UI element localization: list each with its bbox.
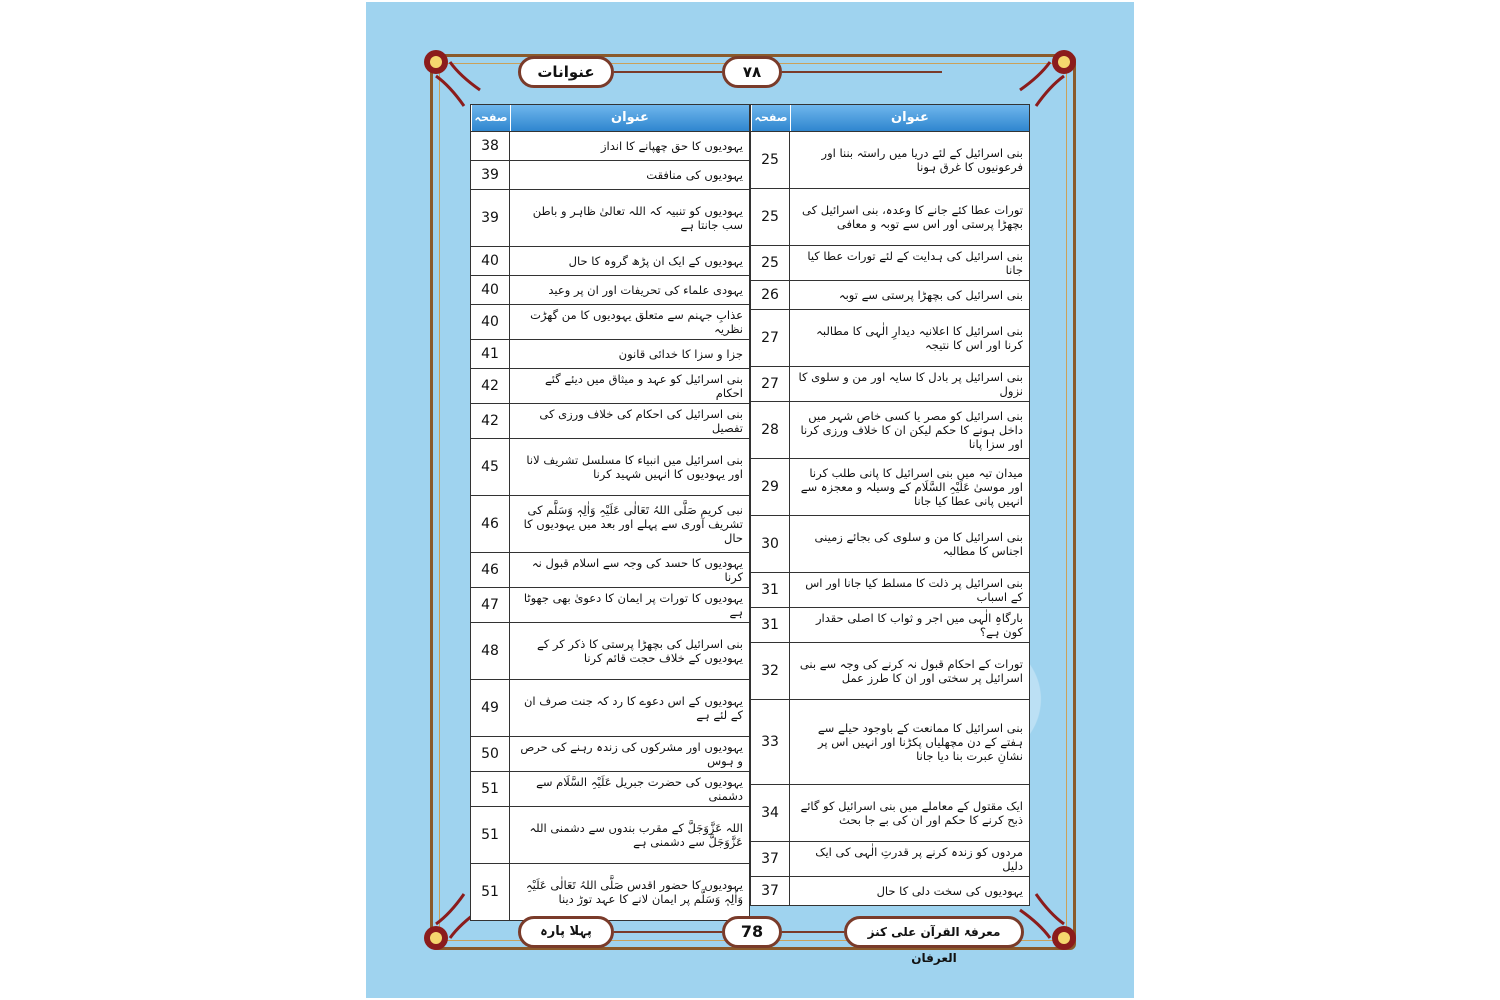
- table-row: [751, 245, 1029, 280]
- table-row: [471, 189, 749, 246]
- table-row: [471, 368, 749, 403]
- table-row: [751, 188, 1029, 245]
- topic-cell: یہودیوں کا حق چھپانے کا انداز: [600, 139, 743, 153]
- topic-cell: یہودیوں کا حسد کی وجہ سے اسلام قبول نہ کرنا: [531, 556, 743, 584]
- topic-cell: عذابِ جہنم سے متعلق یہودیوں کا من گھڑت نظریہ: [530, 308, 743, 336]
- header-page-number: ۷۸: [722, 56, 782, 88]
- page-cell: 27: [751, 367, 790, 401]
- topic-cell: بنی اسرائیل میں انبیاء کا مسلسل تشریف لانا اور یہودیوں کا انہیں شہید کرنا: [526, 453, 743, 481]
- topic-header: عنوان: [510, 105, 749, 131]
- page-cell: 33: [751, 700, 790, 784]
- table-row: [751, 309, 1029, 366]
- topic-cell: یہودیوں کی حضرت جبریل عَلَیْہِ السَّلَام سے دشمنی: [536, 775, 743, 803]
- page-cell: 26: [751, 281, 790, 309]
- table-row: [751, 784, 1029, 841]
- topic-cell: بنی اسرائیل کے لئے دریا میں راستہ بننا اور فرعونیوں کا غرق ہونا: [821, 146, 1023, 174]
- table-row: [751, 841, 1029, 876]
- topic-cell: بنی اسرائیل کا اعلانیہ دیدارِ الٰہی کا مطالبہ کرنا اور اس کا نتیجہ: [816, 324, 1023, 352]
- page-header: صفحہ: [751, 105, 790, 131]
- page-cell: 40: [471, 276, 510, 304]
- table-row: [471, 438, 749, 495]
- table-row: [751, 876, 1029, 905]
- table-row: [471, 495, 749, 552]
- topic-cell: تورات عطا کئے جانے کا وعدہ، بنی اسرائیل کی بچھڑا پرستی اور اس سے توبہ و معافی: [802, 203, 1023, 231]
- table-row: [471, 275, 749, 304]
- footer-book-title: معرفۃ القرآن علی کنز العرفان: [844, 916, 1024, 948]
- table-row: [751, 607, 1029, 642]
- table-row: [751, 280, 1029, 309]
- page-cell: 41: [471, 340, 510, 368]
- topic-cell: بنی اسرائیل کی بچھڑا پرستی کا ذکر کر کے یہودیوں کے خلاف حجت قائم کرنا: [537, 637, 743, 665]
- page-cell: 39: [471, 190, 510, 246]
- table-row: [751, 572, 1029, 607]
- page-cell: 31: [751, 573, 790, 607]
- page-title: عنوانات: [518, 56, 614, 88]
- footer-part-label: پہلا پارہ: [518, 916, 614, 948]
- table-row: [751, 458, 1029, 515]
- page-cell: 37: [751, 842, 790, 876]
- topic-cell: یہودیوں کی منافقت: [646, 168, 743, 182]
- topic-cell: بنی اسرائیل کو مصر یا کسی خاص شہر میں داخل ہونے کا حکم لیکن ان کا خلاف ورزی کرنا اور سزا پانا: [800, 409, 1023, 451]
- table-row: [751, 131, 1029, 188]
- page-cell: 51: [471, 807, 510, 863]
- topic-cell: بنی اسرائیل کو عہد و میثاق میں دیئے گئے احکام: [545, 372, 743, 400]
- page-cell: 31: [751, 608, 790, 642]
- topic-cell: نبی کریم صَلَّی اللہُ تَعَالٰی عَلَیْہِ وَاٰلِہٖ وَسَلَّم کی تشریف آوری سے پہلے اور بعد میں یہودیوں کا حال: [523, 503, 743, 545]
- table-row: [751, 401, 1029, 458]
- page-cell: 25: [751, 132, 790, 188]
- topic-cell: یہودیوں کی سخت دلی کا حال: [876, 884, 1023, 898]
- page-cell: 46: [471, 496, 510, 552]
- topic-cell: یہودیوں کا حضور اقدس صَلَّی اللہُ تَعَالٰی عَلَیْہِ وَاٰلِہٖ وَسَلَّم پر ایمان لانے کا عہد توڑ دینا: [525, 878, 743, 906]
- table-row: [471, 863, 749, 920]
- table-row: [471, 771, 749, 806]
- table-row: [471, 806, 749, 863]
- page-cell: 50: [471, 737, 510, 771]
- table-row: [751, 699, 1029, 784]
- page-cell: 49: [471, 680, 510, 736]
- page-cell: 42: [471, 404, 510, 438]
- topic-cell: مردوں کو زندہ کرنے پر قدرتِ الٰہی کی ایک دلیل: [815, 845, 1023, 873]
- table-row: [471, 622, 749, 679]
- topic-cell: بنی اسرائیل پر بادل کا سایہ اور من و سلوی کا نزول: [798, 370, 1023, 398]
- topic-cell: تورات کے احکام قبول نہ کرنے کی وجہ سے بنی اسرائیل پر سختی اور ان کا طرز عمل: [799, 657, 1023, 685]
- page-cell: 38: [471, 132, 510, 160]
- page-cell: 29: [751, 459, 790, 515]
- contents-table-left: [470, 104, 750, 921]
- corner-ornament-icon: [1016, 46, 1080, 110]
- table-row: [471, 736, 749, 771]
- document-page: [366, 2, 1134, 998]
- contents-table-right: [750, 104, 1030, 906]
- page-cell: 51: [471, 772, 510, 806]
- topic-cell: ایک مقتول کے معاملے میں بنی اسرائیل کو گائے ذبح کرنے کا حکم اور ان کی بے جا بحث: [800, 799, 1023, 827]
- table-row: [751, 515, 1029, 572]
- table-row: [471, 552, 749, 587]
- table-row: [751, 366, 1029, 401]
- table-row: [471, 403, 749, 438]
- page-cell: 30: [751, 516, 790, 572]
- corner-ornament-icon: [420, 46, 484, 110]
- topic-cell: یہودیوں کے ایک ان پڑھ گروہ کا حال: [568, 254, 743, 268]
- topic-cell: بنی اسرائیل کی احکام کی خلاف ورزی کی تفصیل: [539, 407, 743, 435]
- page-cell: 37: [751, 877, 790, 905]
- topic-cell: میدان تیہ میں بنی اسرائیل کا پانی طلب کرنا اور موسیٰ عَلَیْہِ السَّلَام کے وسیلہ و معجزہ سے انہیں پانی عطا کیا جانا: [800, 466, 1023, 508]
- footer-page-number: 78: [722, 916, 782, 948]
- table-row: [471, 339, 749, 368]
- page-cell: 32: [751, 643, 790, 699]
- topic-cell: بارگاہِ الٰہی میں اجر و ثواب کا اصلی حقدار کون ہے؟: [815, 611, 1023, 639]
- page-cell: 39: [471, 161, 510, 189]
- topic-cell: یہودیوں کا تورات پر ایمان کا دعویٰ بھی جھوٹا ہے: [523, 591, 743, 619]
- topic-cell: یہودی علماء کی تحریفات اور ان پر وعید: [548, 283, 743, 297]
- page-cell: 42: [471, 369, 510, 403]
- topic-cell: بنی اسرائیل کی بچھڑا پرستی سے توبہ: [838, 288, 1023, 302]
- topic-cell: بنی اسرائیل کی ہدایت کے لئے تورات عطا کیا جانا: [807, 249, 1023, 277]
- page-cell: 51: [471, 864, 510, 920]
- page-cell: 25: [751, 189, 790, 245]
- topic-cell: بنی اسرائیل پر ذلت کا مسلط کیا جانا اور اس کے اسباب: [805, 576, 1023, 604]
- page-cell: 40: [471, 305, 510, 339]
- topic-cell: بنی اسرائیل کا ممانعت کے باوجود حیلے سے ہفتے کے دن مچھلیاں پکڑنا اور انہیں اس پر نشانِ عبرت بنا دیا جانا: [817, 721, 1023, 763]
- table-row: [471, 160, 749, 189]
- page-cell: 47: [471, 588, 510, 622]
- topic-cell: جزا و سزا کا خدائی قانون: [618, 347, 743, 361]
- topic-cell: یہودیوں کو تنبیہ کہ اللہ تعالیٰ ظاہر و باطن سب جانتا ہے: [532, 204, 743, 232]
- topic-cell: اللہ عَزَّوَجَلَّ کے مقرب بندوں سے دشمنی اللہ عَزَّوَجَلَّ سے دشمنی ہے: [529, 821, 743, 849]
- table-row: [471, 246, 749, 275]
- table-row: [471, 304, 749, 339]
- topic-header: عنوان: [790, 105, 1029, 131]
- page-cell: 27: [751, 310, 790, 366]
- topic-cell: بنی اسرائیل کا من و سلوی کی بجائے زمینی اجناس کا مطالبہ: [814, 530, 1023, 558]
- topic-cell: یہودیوں کے اس دعوے کا رد کہ جنت صرف ان کے لئے ہے: [523, 694, 743, 722]
- table-row: [751, 642, 1029, 699]
- page-cell: 48: [471, 623, 510, 679]
- table-row: [471, 587, 749, 622]
- page-cell: 46: [471, 553, 510, 587]
- topic-cell: یہودیوں اور مشرکوں کی زندہ رہنے کی حرص و ہوس: [520, 740, 743, 768]
- page-cell: 34: [751, 785, 790, 841]
- page-header: صفحہ: [471, 105, 510, 131]
- table-row: [471, 131, 749, 160]
- page-cell: 40: [471, 247, 510, 275]
- page-cell: 25: [751, 246, 790, 280]
- page-cell: 28: [751, 402, 790, 458]
- page-cell: 45: [471, 439, 510, 495]
- table-row: [471, 679, 749, 736]
